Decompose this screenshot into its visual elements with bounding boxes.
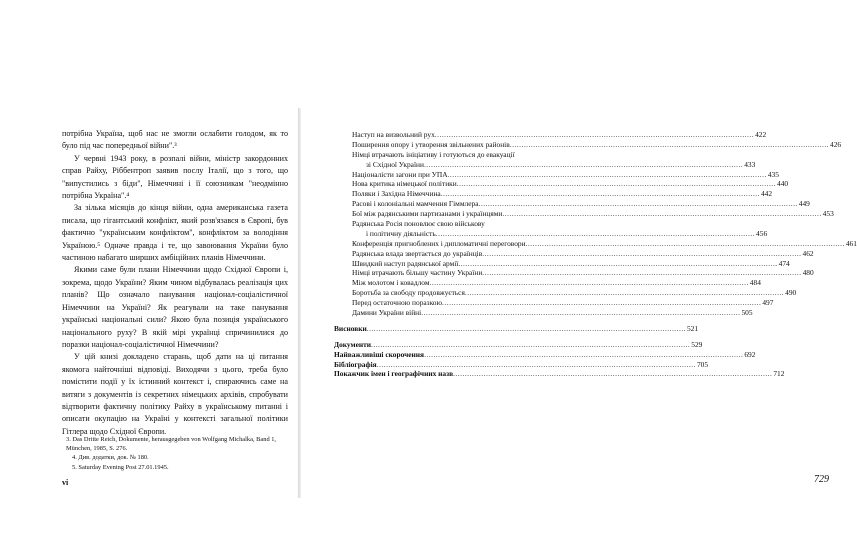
toc-entry-title: Швидкий наступ радянської армії (352, 258, 459, 268)
toc-entry-title: Бібліографія (334, 359, 377, 369)
left-page (0, 0, 300, 538)
paragraph: потрібна Україна, щоб нас не змогли ослабити голодом, як то було під час попередньої війни".³ (62, 129, 288, 151)
toc-entry-title: Боротьба за свободу продовжується (352, 288, 465, 298)
toc-entry (334, 339, 703, 350)
toc-entry-page: 484 (749, 278, 761, 288)
toc-leader-dots (435, 130, 754, 140)
toc-entry (334, 209, 834, 219)
toc-entry-page: 426 (830, 139, 842, 149)
toc-entry-title: Радянська влада звертається до українців (352, 248, 483, 258)
toc-entry-title: Нова критика німецької політики (352, 179, 457, 189)
toc-entry-page: 453 (822, 209, 834, 219)
toc-entry-page: 462 (802, 248, 814, 258)
footnote: 3. Das Dritte Reich, Dokumente, herausgegeben von Wolfgang Michalka, Band 1, München, 1985, S. 276. (66, 436, 277, 453)
toc-entry-page: 449 (798, 199, 810, 209)
toc-entry-page: 480 (802, 268, 814, 278)
toc-leader-dots (448, 170, 767, 180)
toc-entry-page: 435 (767, 169, 779, 179)
toc-leader-dots (482, 268, 801, 278)
toc-entry (334, 159, 756, 170)
paragraph: Якими саме були плани Німеччини щодо Східної Європи і, зокрема, щодо України? Яким чином відбувалась реалізація цих планів? Що означало панування націонал-соціалістичної Німеччини на Україні? Як реагували на таке панування українські національні сили? Якою була позиція українського національного руху? В якій мірі українці спричинилися до поразки націонал-соціалістичної Німеччини? (62, 265, 288, 349)
toc-entry-page: 529 (691, 339, 703, 349)
toc-entry (334, 323, 699, 334)
toc-leader-dots (442, 298, 761, 308)
toc-leader-dots (457, 179, 776, 189)
toc-entry (334, 268, 814, 278)
toc-leader-dots (436, 229, 755, 239)
paragraph: У червні 1943 року, в розпалі війни, міністр закордонних справ Райху, Ріббентроп заявив послу Італії, що з того, що "випустились з біди", Німеччині і її союзникам "неодмінно потрібна Україна".⁴ (62, 153, 288, 201)
toc-entry (334, 189, 773, 199)
toc-entry-title: Поширення опору і утворення звільнених районів (352, 139, 510, 149)
toc-leader-dots (424, 350, 743, 360)
toc-entry (334, 369, 785, 379)
toc-entry (334, 150, 566, 160)
toc-leader-dots (424, 160, 743, 170)
toc-entry-page: 442 (760, 189, 773, 199)
toc-entry (334, 288, 797, 298)
toc-entry (334, 248, 814, 259)
toc-entry-title: Між молотом і ковадлом (352, 278, 430, 288)
toc-leader-dots (377, 360, 696, 370)
toc-entry (334, 169, 779, 180)
toc-entry-page: 692 (744, 349, 756, 359)
toc-entry (334, 179, 789, 189)
toc-leader-dots (482, 249, 801, 259)
toc-leader-dots (458, 259, 777, 269)
toc-leader-dots (430, 278, 749, 288)
toc-entry-title: Конференція пригноблених і дипломатичні переговори (352, 238, 526, 248)
toc-entry-page: 521 (687, 323, 699, 333)
toc-entry-title: і політичну діяльність (366, 228, 436, 238)
toc-leader-dots (367, 324, 686, 334)
toc-leader-dots (371, 340, 690, 350)
toc-entry (334, 359, 709, 370)
toc-entry (334, 278, 761, 288)
toc-entry-page: 497 (762, 298, 774, 308)
footnote: 5. Saturday Evening Post 27.01.1945. (72, 463, 169, 471)
toc-entry (334, 199, 810, 209)
toc-entry (334, 228, 768, 239)
toc-entry (334, 349, 756, 360)
toc-entry-title: Наступ на визвольний рух (352, 130, 435, 139)
toc-entry (334, 308, 753, 318)
footnote: 4. Див. додатки, док. № 180. (72, 454, 149, 462)
toc-entry-page: 705 (696, 359, 709, 369)
toc-entry-title: Радянська Росія поновлює свою військову (352, 219, 485, 229)
toc-entry-page: 433 (744, 159, 756, 169)
toc-leader-dots (502, 209, 821, 219)
toc-entry-title: Поляки і Західна Німеччина (352, 189, 441, 199)
toc-entry (334, 238, 857, 249)
toc-entry-title: Документи (334, 339, 371, 349)
toc-leader-dots (510, 140, 829, 150)
toc-entry-page: 474 (778, 258, 790, 268)
toc-entry-title: Націоналісти загони при УПА (352, 169, 448, 179)
toc-entry-title: Перед остаточною поразкою (352, 298, 443, 308)
toc-leader-dots (453, 369, 772, 379)
toc-entry-page: 712 (773, 369, 785, 379)
toc-entry-title: Найважливіші скорочення (334, 349, 425, 359)
toc-leader-dots (479, 199, 798, 209)
toc-entry-title: Німці втрачають більшу частину України (352, 268, 483, 278)
table-of-contents (334, 130, 857, 379)
toc-leader-dots (465, 288, 784, 298)
footnotes (66, 435, 286, 472)
toc-entry-title: Бої між радянськими партизанами і українцями (352, 209, 503, 219)
paragraph: У цій книзі докладено старань, щоб дати на ці питання якомога найточніші відповіді. Виходячи з цього, треба було помістити події у їх істинний контекст і, спираючись саме на витяги з документів із секретних німецьких архівів, спробувати відтворити фактичну політику Райху в українському питанні і описати окупацію на Україні у контексті загальної політики Гітлера щодо Східної Європи. (62, 352, 288, 436)
toc-entry-page: 461 (845, 238, 857, 248)
toc-entry-page: 422 (755, 130, 767, 139)
toc-entry-title: Висновки (334, 323, 367, 333)
toc-leader-dots (421, 308, 740, 318)
toc-entry-page: 490 (785, 288, 797, 298)
toc-entry-page: 456 (756, 228, 768, 238)
toc-entry (334, 298, 774, 308)
toc-entry-title: зі Східної України (366, 159, 424, 169)
toc-entry-title: Покажчик імен і географічних назв (334, 369, 454, 379)
toc-leader-dots (526, 239, 845, 249)
body-text (62, 128, 288, 438)
paragraph: За зілька місяців до кінця війни, одна американська газета писала, що гігантський конфлікт, який розв'язався в Європі, був фактично "українським конфліктом", конфліктом за володіння Україною.⁵ Одначе правда і те, що завоювання України було частиною набагато ширших амбіційних планів Німеччини. (62, 203, 288, 263)
toc-entry-title: Расові і колоніальні мамчення Гіммлера (352, 199, 479, 209)
toc-entry-page: 440 (777, 179, 789, 189)
toc-entry (334, 258, 790, 269)
toc-entry-title: Німці втрачають ініціативу і готуються до евакуації (352, 149, 515, 159)
page-number: 729 (814, 474, 829, 485)
toc-entry (334, 219, 566, 229)
toc-entry (334, 139, 842, 150)
toc-entry-title: Дамини України війні (352, 308, 422, 318)
page-number: vi (62, 478, 69, 487)
toc-entry-page: 505 (741, 308, 753, 318)
toc-leader-dots (441, 189, 760, 199)
toc-entry (334, 130, 767, 140)
